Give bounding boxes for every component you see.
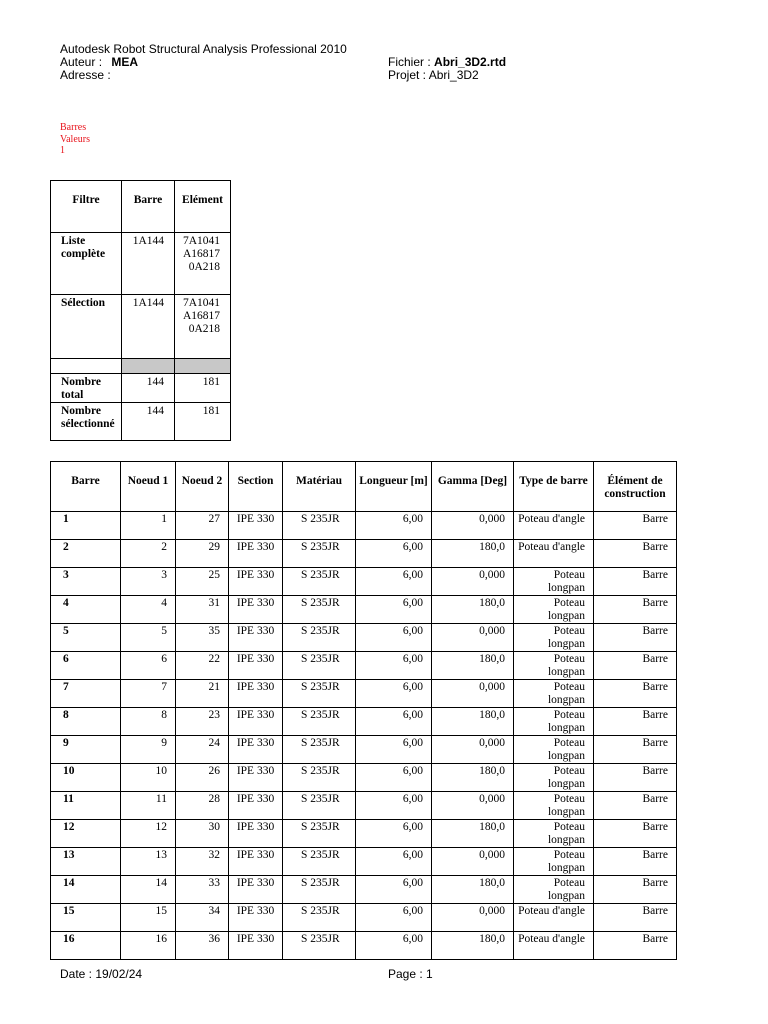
table-row (51, 820, 677, 848)
bars-header-row (51, 462, 677, 512)
table-row (51, 540, 677, 568)
cell-type: Poteau longpan (514, 876, 594, 904)
cell-section: IPE 330 (229, 792, 283, 820)
cell-element: Barre (594, 512, 677, 540)
cell-longueur: 6,00 (356, 680, 432, 708)
filter-selected-row (51, 403, 231, 441)
cell-section: IPE 330 (229, 932, 283, 960)
cell-gamma: 0,000 (432, 904, 514, 932)
cell-materiau: S 235JR (283, 540, 356, 568)
cell-gamma: 0,000 (432, 568, 514, 596)
cell-materiau: S 235JR (283, 820, 356, 848)
page-value: 1 (426, 967, 433, 981)
cell-noeud2: 24 (176, 736, 229, 764)
cell-section: IPE 330 (229, 708, 283, 736)
cell-gamma: 180,0 (432, 932, 514, 960)
cell-section: IPE 330 (229, 540, 283, 568)
cell-element: Barre (594, 932, 677, 960)
cell-noeud1: 3 (121, 568, 176, 596)
cell-materiau: S 235JR (283, 624, 356, 652)
cell-element: Barre (594, 764, 677, 792)
cell-materiau: S 235JR (283, 764, 356, 792)
selected-barre: 144 (122, 403, 175, 441)
cell-element: Barre (594, 736, 677, 764)
cell-barre: 2 (51, 540, 121, 568)
cell-section: IPE 330 (229, 680, 283, 708)
cell-section: IPE 330 (229, 568, 283, 596)
cell-noeud2: 29 (176, 540, 229, 568)
cell-gamma: 180,0 (432, 708, 514, 736)
cell-materiau: S 235JR (283, 876, 356, 904)
cell-noeud1: 11 (121, 792, 176, 820)
cell-type: Poteau d'angle (514, 540, 594, 568)
cell-longueur: 6,00 (356, 596, 432, 624)
cell-barre: 12 (51, 820, 121, 848)
cell-section: IPE 330 (229, 848, 283, 876)
cell-noeud1: 1 (121, 512, 176, 540)
cell-noeud2: 35 (176, 624, 229, 652)
filter-element: 7A1041A168170A218 (175, 233, 231, 295)
filter-spacer-row (51, 359, 231, 374)
cell-type: Poteau longpan (514, 736, 594, 764)
filter-total-row (51, 374, 231, 403)
table-row (51, 736, 677, 764)
page-label: Page : (388, 967, 423, 981)
spacer-cell (175, 359, 231, 374)
cell-element: Barre (594, 596, 677, 624)
cell-noeud2: 21 (176, 680, 229, 708)
meta-line: 1 (60, 145, 65, 156)
cell-barre: 3 (51, 568, 121, 596)
cell-noeud1: 4 (121, 596, 176, 624)
spacer-cell (51, 359, 122, 374)
table-row (51, 848, 677, 876)
filter-row (51, 233, 231, 295)
cell-gamma: 180,0 (432, 540, 514, 568)
author-value: MEA (111, 55, 139, 69)
cell-gamma: 0,000 (432, 848, 514, 876)
cell-type: Poteau longpan (514, 792, 594, 820)
cell-barre: 13 (51, 848, 121, 876)
cell-noeud1: 16 (121, 932, 176, 960)
cell-barre: 10 (51, 764, 121, 792)
cell-element: Barre (594, 708, 677, 736)
cell-noeud2: 36 (176, 932, 229, 960)
cell-longueur: 6,00 (356, 540, 432, 568)
cell-barre: 1 (51, 512, 121, 540)
cell-element: Barre (594, 680, 677, 708)
filter-label: Liste complète (51, 233, 122, 295)
cell-materiau: S 235JR (283, 736, 356, 764)
col-header: Gamma [Deg] (432, 462, 514, 512)
app-title: Autodesk Robot Structural Analysis Professional 2010 (60, 42, 347, 56)
total-element: 181 (175, 374, 231, 403)
cell-type: Poteau d'angle (514, 512, 594, 540)
cell-noeud2: 34 (176, 904, 229, 932)
table-row (51, 932, 677, 960)
bars-body (51, 512, 677, 960)
cell-noeud1: 14 (121, 876, 176, 904)
cell-longueur: 6,00 (356, 764, 432, 792)
cell-noeud2: 22 (176, 652, 229, 680)
table-row (51, 680, 677, 708)
table-row (51, 876, 677, 904)
filter-element: 7A1041A168170A218 (175, 295, 231, 359)
cell-type: Poteau longpan (514, 568, 594, 596)
table-row (51, 904, 677, 932)
cell-materiau: S 235JR (283, 568, 356, 596)
bars-table (50, 461, 677, 960)
cell-materiau: S 235JR (283, 708, 356, 736)
cell-type: Poteau longpan (514, 624, 594, 652)
cell-longueur: 6,00 (356, 876, 432, 904)
cell-noeud2: 28 (176, 792, 229, 820)
filter-table (50, 180, 231, 441)
col-header: Section (229, 462, 283, 512)
cell-type: Poteau longpan (514, 652, 594, 680)
cell-section: IPE 330 (229, 904, 283, 932)
cell-section: IPE 330 (229, 512, 283, 540)
filter-header-row (51, 181, 231, 233)
cell-gamma: 0,000 (432, 624, 514, 652)
cell-longueur: 6,00 (356, 708, 432, 736)
table-row (51, 624, 677, 652)
cell-longueur: 6,00 (356, 652, 432, 680)
cell-materiau: S 235JR (283, 512, 356, 540)
cell-barre: 9 (51, 736, 121, 764)
cell-element: Barre (594, 820, 677, 848)
footer-page (388, 967, 433, 981)
cell-gamma: 0,000 (432, 792, 514, 820)
cell-noeud1: 2 (121, 540, 176, 568)
cell-section: IPE 330 (229, 652, 283, 680)
cell-barre: 14 (51, 876, 121, 904)
address-label: Adresse : (60, 68, 111, 82)
cell-noeud2: 23 (176, 708, 229, 736)
table-row (51, 652, 677, 680)
cell-materiau: S 235JR (283, 680, 356, 708)
cell-materiau: S 235JR (283, 652, 356, 680)
meta-line: Barres (60, 122, 87, 133)
cell-section: IPE 330 (229, 764, 283, 792)
cell-section: IPE 330 (229, 624, 283, 652)
cell-type: Poteau d'angle (514, 932, 594, 960)
cell-noeud1: 13 (121, 848, 176, 876)
cell-materiau: S 235JR (283, 792, 356, 820)
cell-section: IPE 330 (229, 736, 283, 764)
cell-noeud2: 33 (176, 876, 229, 904)
selected-label: Nombre sélectionné (51, 403, 122, 441)
cell-longueur: 6,00 (356, 820, 432, 848)
table-row (51, 792, 677, 820)
cell-gamma: 180,0 (432, 764, 514, 792)
selected-element: 181 (175, 403, 231, 441)
cell-noeud1: 5 (121, 624, 176, 652)
cell-noeud1: 8 (121, 708, 176, 736)
filter-row (51, 295, 231, 359)
total-barre: 144 (122, 374, 175, 403)
cell-element: Barre (594, 568, 677, 596)
spacer-cell (122, 359, 175, 374)
table-row (51, 708, 677, 736)
cell-noeud2: 25 (176, 568, 229, 596)
cell-element: Barre (594, 904, 677, 932)
cell-noeud2: 27 (176, 512, 229, 540)
cell-element: Barre (594, 848, 677, 876)
cell-type: Poteau longpan (514, 820, 594, 848)
date-label: Date : (60, 967, 93, 981)
cell-gamma: 180,0 (432, 596, 514, 624)
project-line (388, 69, 479, 82)
table-row (51, 764, 677, 792)
cell-gamma: 0,000 (432, 680, 514, 708)
col-header: Barre (122, 181, 175, 233)
author-label: Auteur : (60, 55, 103, 69)
filter-barre: 1A144 (122, 233, 175, 295)
cell-noeud2: 30 (176, 820, 229, 848)
cell-element: Barre (594, 624, 677, 652)
cell-longueur: 6,00 (356, 904, 432, 932)
col-header: Type de barre (514, 462, 594, 512)
cell-element: Barre (594, 540, 677, 568)
cell-barre: 6 (51, 652, 121, 680)
cell-longueur: 6,00 (356, 792, 432, 820)
cell-section: IPE 330 (229, 820, 283, 848)
cell-barre: 16 (51, 932, 121, 960)
table-row (51, 512, 677, 540)
cell-gamma: 180,0 (432, 876, 514, 904)
project-label: Projet : (388, 68, 427, 82)
cell-noeud1: 12 (121, 820, 176, 848)
cell-barre: 8 (51, 708, 121, 736)
cell-materiau: S 235JR (283, 904, 356, 932)
meta-line: Valeurs (60, 133, 90, 145)
cell-element: Barre (594, 792, 677, 820)
col-header: Noeud 2 (176, 462, 229, 512)
col-header: Longueur [m] (356, 462, 432, 512)
footer-date (60, 967, 142, 981)
cell-materiau: S 235JR (283, 848, 356, 876)
cell-noeud1: 6 (121, 652, 176, 680)
cell-longueur: 6,00 (356, 512, 432, 540)
cell-longueur: 6,00 (356, 568, 432, 596)
cell-type: Poteau longpan (514, 708, 594, 736)
cell-noeud1: 9 (121, 736, 176, 764)
date-value: 19/02/24 (95, 967, 143, 981)
result-meta (60, 122, 90, 157)
cell-longueur: 6,00 (356, 932, 432, 960)
cell-noeud2: 31 (176, 596, 229, 624)
cell-longueur: 6,00 (356, 848, 432, 876)
cell-type: Poteau longpan (514, 848, 594, 876)
table-row (51, 596, 677, 624)
col-header: Matériau (283, 462, 356, 512)
cell-type: Poteau longpan (514, 596, 594, 624)
cell-noeud1: 7 (121, 680, 176, 708)
cell-materiau: S 235JR (283, 596, 356, 624)
cell-longueur: 6,00 (356, 624, 432, 652)
col-header: Barre (51, 462, 121, 512)
cell-type: Poteau longpan (514, 680, 594, 708)
cell-section: IPE 330 (229, 876, 283, 904)
cell-section: IPE 330 (229, 596, 283, 624)
cell-materiau: S 235JR (283, 932, 356, 960)
table-row (51, 568, 677, 596)
cell-gamma: 0,000 (432, 512, 514, 540)
cell-gamma: 0,000 (432, 736, 514, 764)
cell-barre: 5 (51, 624, 121, 652)
cell-gamma: 180,0 (432, 652, 514, 680)
filter-label: Sélection (51, 295, 122, 359)
cell-type: Poteau longpan (514, 764, 594, 792)
filter-barre: 1A144 (122, 295, 175, 359)
file-value: Abri_3D2.rtd (434, 55, 507, 69)
cell-barre: 4 (51, 596, 121, 624)
cell-barre: 15 (51, 904, 121, 932)
cell-barre: 11 (51, 792, 121, 820)
cell-noeud1: 15 (121, 904, 176, 932)
cell-noeud2: 26 (176, 764, 229, 792)
col-header: Filtre (51, 181, 122, 233)
file-label: Fichier : (388, 55, 431, 69)
cell-element: Barre (594, 876, 677, 904)
project-value: Abri_3D2 (428, 68, 479, 82)
cell-gamma: 180,0 (432, 820, 514, 848)
col-header: Elément (175, 181, 231, 233)
cell-noeud1: 10 (121, 764, 176, 792)
cell-barre: 7 (51, 680, 121, 708)
cell-type: Poteau d'angle (514, 904, 594, 932)
col-header: Élément de construction (594, 462, 677, 512)
col-header: Noeud 1 (121, 462, 176, 512)
cell-noeud2: 32 (176, 848, 229, 876)
cell-longueur: 6,00 (356, 736, 432, 764)
total-label: Nombre total (51, 374, 122, 403)
cell-element: Barre (594, 652, 677, 680)
